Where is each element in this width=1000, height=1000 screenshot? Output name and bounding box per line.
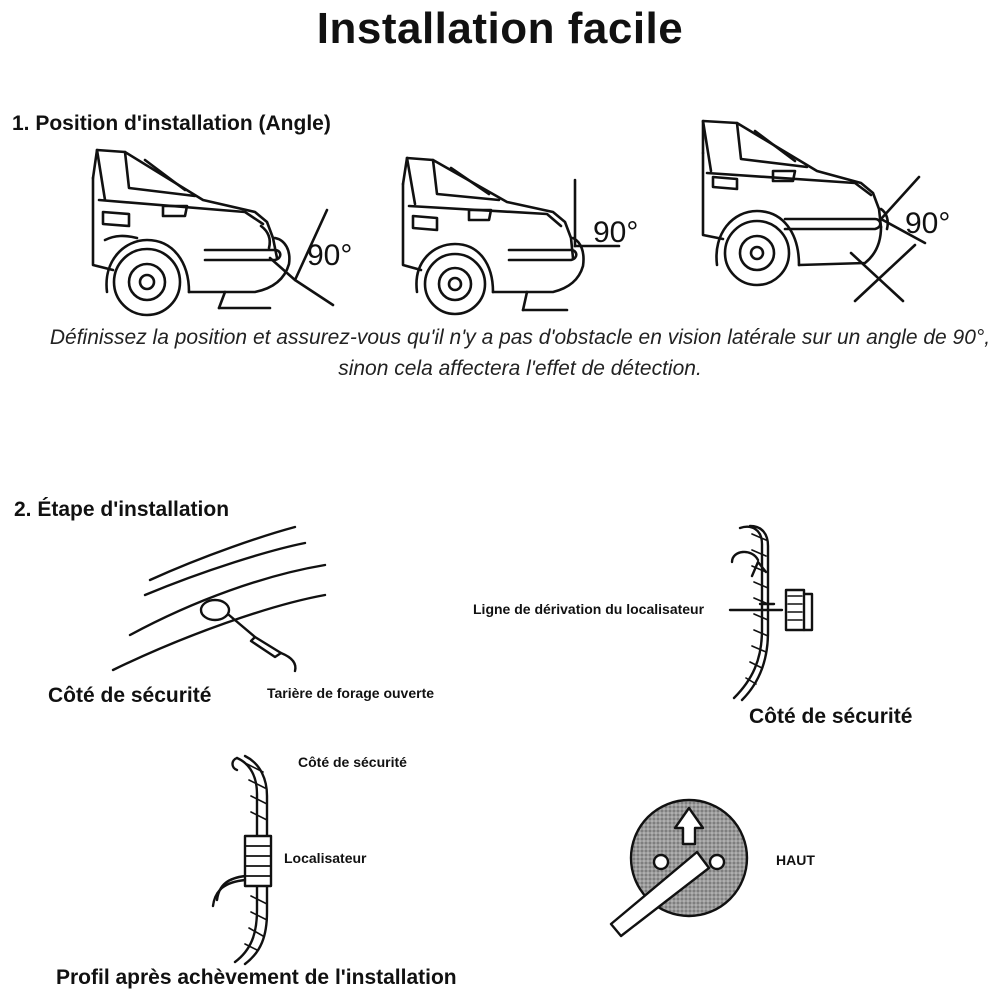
sensor-up-icon bbox=[605, 790, 765, 940]
sensor-profile-icon bbox=[205, 750, 295, 965]
angle-label: 90° bbox=[307, 239, 353, 272]
angle-label: 90° bbox=[905, 207, 951, 240]
step2-side-label: Côté de sécurité bbox=[749, 705, 913, 728]
angle-label: 90° bbox=[593, 216, 639, 249]
car-rear-icon bbox=[695, 115, 970, 305]
step1-drill-label: Tarière de forage ouverte bbox=[267, 685, 435, 701]
step2-line-label: Ligne de dérivation du localisateur bbox=[473, 601, 705, 617]
step3-profile-label: Profil après achèvement de l'installation bbox=[56, 966, 457, 989]
step3-locator-label: Localisateur bbox=[284, 850, 367, 866]
section2-heading: 2. Étape d'installation bbox=[14, 498, 230, 521]
step4-up-label: HAUT bbox=[776, 852, 815, 868]
step1-side-label: Côté de sécurité bbox=[48, 684, 212, 707]
page-title: Installation facile bbox=[316, 4, 684, 53]
car-rear-icon bbox=[397, 150, 657, 320]
bumper-drilling-icon bbox=[105, 525, 335, 685]
section1-note: Définissez la position et assurez-vous qu'il n'y a pas d'obstacle en vision latérale sur un angle de 90°, sinon cela affectera l'effet de détection. bbox=[49, 326, 991, 380]
step3-side-label: Côté de sécurité bbox=[298, 754, 407, 770]
sensor-mount-icon bbox=[722, 520, 832, 705]
section1-heading: 1. Position d'installation (Angle) bbox=[12, 112, 331, 135]
car-rear-icon bbox=[85, 140, 375, 320]
